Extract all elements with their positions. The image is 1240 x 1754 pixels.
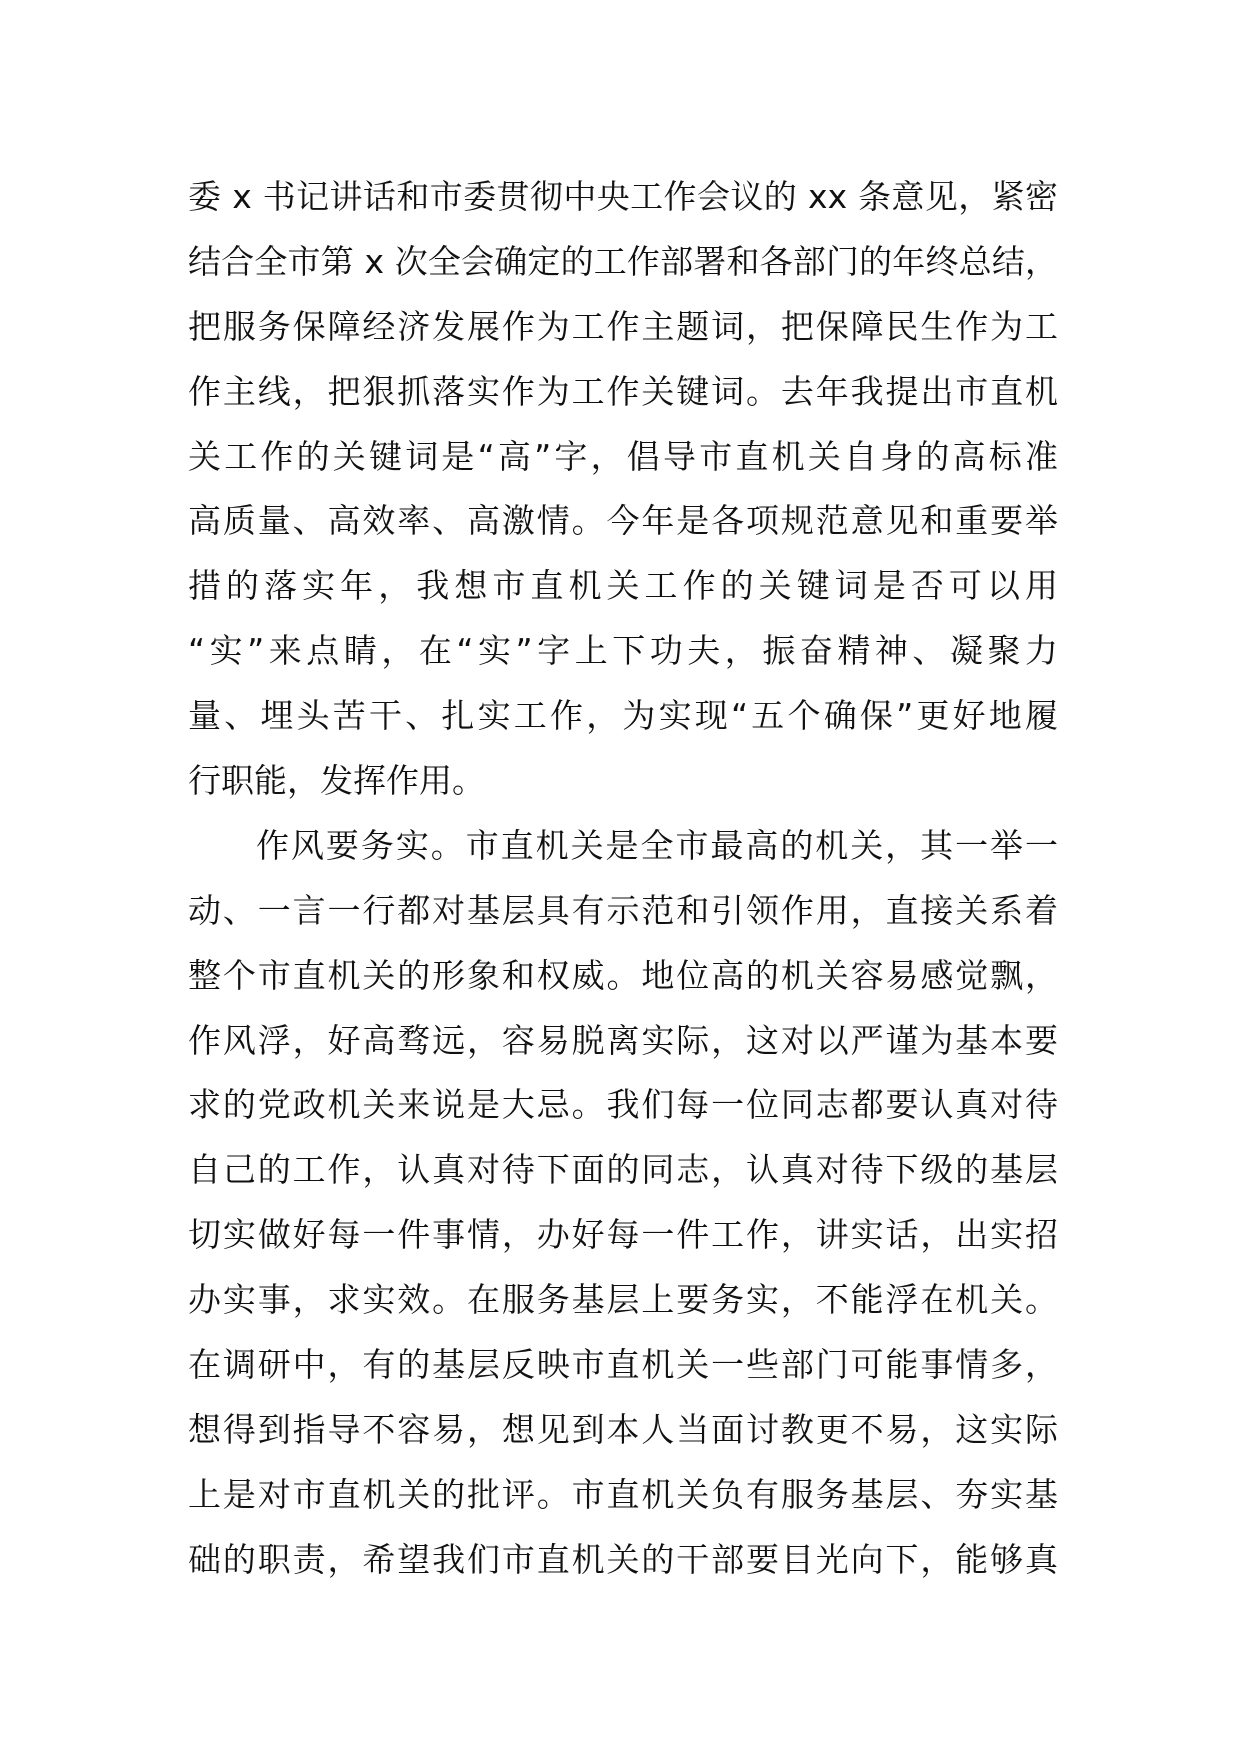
text-line: 高质量、高效率、高激情。今年是各项规范意见和重要举 <box>188 501 1058 541</box>
text-line: 措的落实年，我想市直机关工作的关键词是否可以用 <box>188 566 1058 606</box>
text-line: 办实事，求实效。在服务基层上要务实，不能浮在机关。 <box>188 1280 1058 1320</box>
text-line: “实”来点睛，在“实”字上下功夫，振奋精神、凝聚力 <box>188 631 1058 671</box>
text-line: 想得到指导不容易，想见到本人当面讨教更不易，这实际 <box>188 1409 1058 1449</box>
text-line: 作风要务实。市直机关是全市最高的机关，其一举一 <box>256 825 1058 865</box>
text-line: 础的职责，希望我们市直机关的干部要目光向下，能够真 <box>188 1539 1058 1579</box>
paragraph-2 <box>188 814 1058 1593</box>
text-line: 整个市直机关的形象和权威。地位高的机关容易感觉飘， <box>188 955 1058 995</box>
text-line: 上是对市直机关的批评。市直机关负有服务基层、夯实基 <box>188 1474 1058 1514</box>
text-line: 求的党政机关来说是大忌。我们每一位同志都要认真对待 <box>188 1085 1058 1125</box>
text-line: 作风浮，好高骛远，容易脱离实际，这对以严谨为基本要 <box>188 1020 1058 1060</box>
text-line: 动、一言一行都对基层具有示范和引领作用，直接关系着 <box>188 890 1058 930</box>
text-line: 自己的工作，认真对待下面的同志，认真对待下级的基层 <box>188 1150 1058 1190</box>
text-line: 把服务保障经济发展作为工作主题词，把保障民生作为工 <box>188 306 1058 346</box>
text-line: 委 x 书记讲话和市委贯彻中央工作会议的 xx 条意见，紧密 <box>188 177 1058 216</box>
text-line: 关工作的关键词是“高”字，倡导市直机关自身的高标准 <box>188 436 1058 476</box>
text-line: 量、埋头苦干、扎实工作，为实现“五个确保”更好地履 <box>188 696 1058 736</box>
text-line: 切实做好每一件事情，办好每一件工作，讲实话，出实招 <box>188 1215 1058 1255</box>
body-text <box>188 165 1058 1593</box>
text-line: 结合全市第 x 次全会确定的工作部署和各部门的年终总结， <box>188 241 1058 281</box>
paragraph-1 <box>188 165 1058 814</box>
text-line: 行职能，发挥作用。 <box>188 761 485 801</box>
text-line: 在调研中，有的基层反映市直机关一些部门可能事情多， <box>188 1345 1058 1385</box>
text-line: 作主线，把狠抓落实作为工作关键词。去年我提出市直机 <box>188 371 1058 411</box>
